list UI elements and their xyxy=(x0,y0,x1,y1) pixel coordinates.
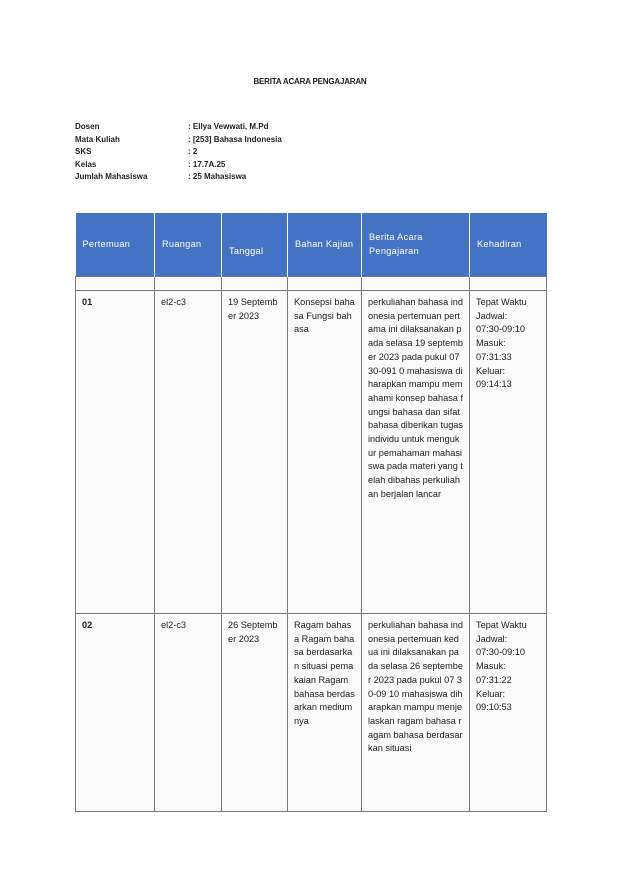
teaching-report-table xyxy=(75,213,547,812)
info-label: Dosen xyxy=(75,122,100,131)
document-title: BERITA ACARA PENGAJARAN xyxy=(253,77,367,86)
kehadiran-masuk-label: Masuk: xyxy=(476,661,506,672)
cell-pertemuan: 02 xyxy=(76,614,155,812)
cell-berita-acara: perkuliahan bahasa indonesia pertemuan pertama ini dilaksanakan pada selasa 19 september 2023 pada pukul 07 30-091 0 mahasiswa diharapkan mampu memahami konsep bahasa fungsi bahasa dan sifat bahasa diberikan tugas individu untuk mengukur pemahaman mahasiswa pada materi yang telah dibahas perkuliahan berjalan lancar xyxy=(362,291,470,614)
header-pertemuan: Pertemuan xyxy=(76,213,155,277)
info-label: Mata Kuliah xyxy=(75,134,120,144)
info-value: : 17.7A.25 xyxy=(188,159,226,169)
info-row-dosen xyxy=(75,121,282,134)
info-row-jumlah-mahasiswa xyxy=(75,171,282,184)
kehadiran-masuk-label: Masuk: xyxy=(476,338,506,349)
cell-tanggal: 26 September 2023 xyxy=(222,614,288,812)
info-label: Kelas xyxy=(75,159,97,169)
cell-ruangan: el2-c3 xyxy=(155,614,222,812)
info-value: : Ellya Vewwati, M.Pd xyxy=(188,122,269,131)
cell-ruangan: el2-c3 xyxy=(155,291,222,614)
table-header-row xyxy=(76,213,547,277)
kehadiran-keluar-value: 09:10:53 xyxy=(476,702,512,713)
kehadiran-jadwal-label: Jadwal: xyxy=(476,310,508,321)
kehadiran-status: Tepat Waktu xyxy=(476,297,527,307)
info-value: : 2 xyxy=(188,147,198,157)
info-row-kelas xyxy=(75,159,282,172)
kehadiran-keluar-value: 09:14:13 xyxy=(476,379,512,390)
cell-kehadiran xyxy=(470,291,547,614)
cell-pertemuan: 01 xyxy=(76,291,155,614)
info-label: Jumlah Mahasiswa xyxy=(75,172,148,182)
header-tanggal: Tanggal xyxy=(222,213,288,277)
kehadiran-jadwal-value: 07:30-09:10 xyxy=(476,324,526,335)
info-label: SKS xyxy=(75,147,92,157)
header-kehadiran: Kehadiran xyxy=(470,213,547,277)
info-row-sks xyxy=(75,146,282,159)
cell-berita-acara: perkuliahan bahasa indonesia pertemuan kedua ini dilaksanakan pada selasa 26 september 2023 pada pukul 07 30-09 10 mahasiswa diharapkan mampu menjelaskan ragam bahasa ragam bahasa berdasarkan situasi xyxy=(362,614,470,812)
kehadiran-masuk-value: 07:31:22 xyxy=(476,674,512,685)
info-value: : 25 Mahasiswa xyxy=(188,172,247,182)
cell-tanggal: 19 September 2023 xyxy=(222,291,288,614)
header-bahan-kajian: Bahan Kajian xyxy=(288,213,362,277)
cell-bahan-kajian: Ragam bahasa Ragam bahasa berdasarkan situasi pemakaian Ragam bahasa berdasarkan mediumnya xyxy=(288,614,362,812)
kehadiran-keluar-label: Keluar: xyxy=(476,365,506,376)
kehadiran-jadwal-label: Jadwal: xyxy=(476,633,508,644)
kehadiran-masuk-value: 07:31:33 xyxy=(476,351,512,362)
cell-bahan-kajian: Konsepsi bahasa Fungsi bahasa xyxy=(288,291,362,614)
kehadiran-keluar-label: Keluar: xyxy=(476,688,506,699)
info-value: : [253] Bahasa Indonesia xyxy=(188,134,282,144)
kehadiran-jadwal-value: 07:30-09:10 xyxy=(476,647,526,658)
header-ruangan: Ruangan xyxy=(155,213,222,277)
course-info xyxy=(75,121,282,184)
kehadiran-status: Tepat Waktu xyxy=(476,620,527,630)
cell-kehadiran xyxy=(470,614,547,812)
info-row-mata-kuliah xyxy=(75,134,282,147)
header-berita-acara: Berita Acara Pengajaran xyxy=(362,213,470,277)
table-row xyxy=(76,291,547,614)
table-row xyxy=(76,614,547,812)
